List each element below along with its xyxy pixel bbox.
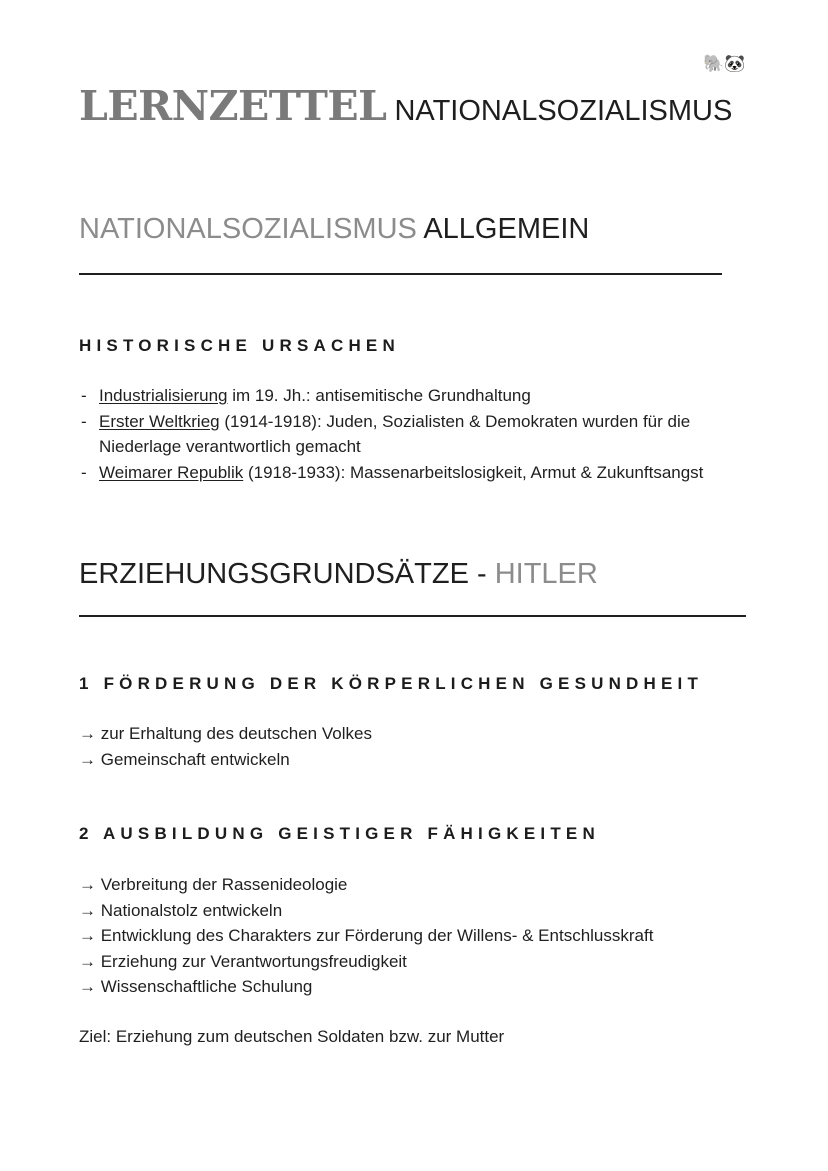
term: Weimarer Republik [99, 462, 244, 482]
list-item: - Erster Weltkrieg (1914-1918): Juden, Sozialisten & Demokraten wurden für die Niederlage verantwortlich gemacht [81, 411, 691, 456]
list-item: → Verbreitung der Rassenideologie [79, 875, 348, 894]
decorative-emoji: 🐘🐼 [703, 54, 746, 74]
list-item: → Nationalstolz entwickeln [79, 900, 283, 920]
section-divider [79, 615, 746, 617]
list-item: - Weimarer Republik (1918-1933): Massenarbeitslosigkeit, Armut & Zukunftsangst [81, 462, 704, 482]
gesundheit-list [79, 721, 372, 772]
list-item: → Erziehung zur Verantwortungsfreudigkeit [79, 951, 407, 971]
section-heading-erziehung [79, 558, 598, 591]
causes-list [79, 383, 759, 485]
subheading-historische-ursachen: HISTORISCHE URSACHEN [79, 336, 400, 355]
list-item: - Industrialisierung im 19. Jh.: antisemitische Grundhaltung [81, 386, 531, 405]
list-item: → Gemeinschaft entwickeln [79, 749, 290, 769]
section-heading-grey: NATIONALSOZIALISMUS [79, 213, 417, 245]
list-item: → Wissenschaftliche Schulung [79, 977, 313, 996]
title-main: LERNZETTEL [79, 82, 387, 130]
section-heading-allgemein [79, 213, 589, 246]
faehigkeiten-list [79, 872, 653, 1000]
goal-text: Ziel: Erziehung zum deutschen Soldaten bzw. zur Mutter [79, 1027, 505, 1046]
term: Industrialisierung [99, 386, 228, 405]
section-heading-dark: ALLGEMEIN [416, 213, 590, 245]
subheading-geistige-faehigkeiten: 2 AUSBILDUNG GEISTIGER FÄHIGKEITEN [79, 824, 600, 843]
title-sub: NATIONALSOZIALISMUS [394, 95, 733, 127]
term: Erster Weltkrieg [99, 411, 220, 431]
section-divider [79, 273, 722, 275]
list-item: → Entwicklung des Charakters zur Förderung der Willens- & Entschlusskraft [79, 926, 654, 945]
list-item: → zur Erhaltung des deutschen Volkes [79, 724, 372, 743]
section-heading-grey: HITLER [494, 558, 598, 590]
page-title [79, 82, 732, 130]
section-heading-dark: ERZIEHUNGSGRUNDSÄTZE - [79, 558, 495, 590]
subheading-koerperliche-gesundheit: 1 FÖRDERUNG DER KÖRPERLICHEN GESUNDHEIT [79, 674, 704, 693]
